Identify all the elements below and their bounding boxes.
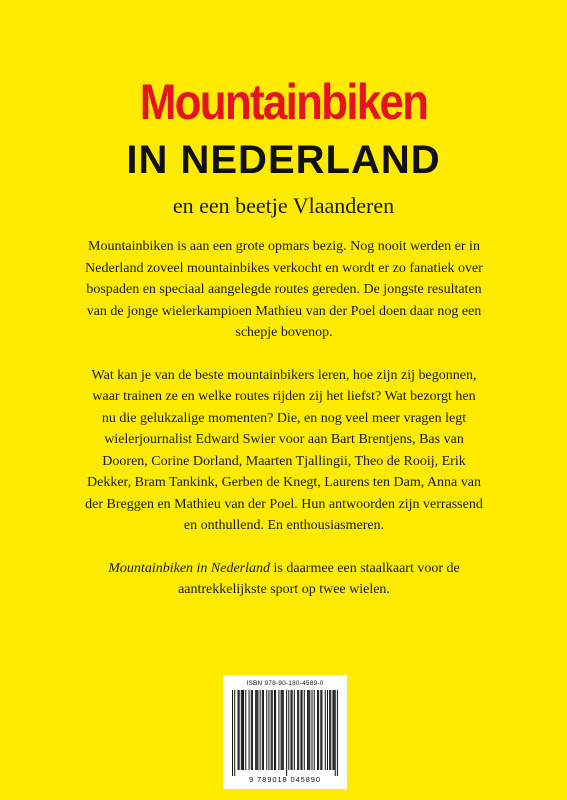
blurb-paragraph-1: Mountainbiken is aan een grote opmars bezig. Nog nooit werden er in Nederland zoveel mountainbikes verkocht en wordt er zo fanatiek over bospaden en speciaal aangelegde routes gereden. De jongste resultaten van de jonge wielerkampioen Mathieu van der Poel doen daar nog een schepje bovenop. <box>85 239 483 340</box>
title-sub: IN NEDERLAND <box>126 138 441 182</box>
blurb-paragraph-2: Wat kan je van de beste mountainbikers leren, hoe zijn zij begonnen, waar trainen ze en welke routes rijden zij het liefst? Wat bezorgt hen nu die gelukzalige momenten? Die, en nog veel meer vragen legt wielerjournalist Edward Swier voor aan Bart Brentjens, Bas van Dooren, Corine Dorland, Maarten Tjallingii, Theo de Rooij, Erik Dekker, Bram Tankink, Gerben de Knegt, Laurens ten Dam, Anna van der Breggen en Mathieu van der Poel. Hun antwoorden zijn verrassend en onthullend. En enthousiasmeren. <box>85 367 483 533</box>
tagline: en een beetje Vlaanderen <box>172 193 395 218</box>
blurb <box>84 236 484 622</box>
barcode-digits: 9 789018 045890 <box>249 775 321 784</box>
barcode-box <box>223 675 347 789</box>
isbn-label: ISBN 978-90-180-4589-0 <box>246 680 324 687</box>
title-main: Mountainbiken <box>139 74 428 130</box>
blurb-paragraph-3-rest: is daarmee een staalkaart voor de aantrekkelijkste sport op twee wielen. <box>178 560 460 597</box>
barcode-icon <box>232 690 338 776</box>
book-title-italic: Mountainbiken in Nederland <box>108 560 271 576</box>
blurb-paragraph-3 <box>84 558 484 601</box>
